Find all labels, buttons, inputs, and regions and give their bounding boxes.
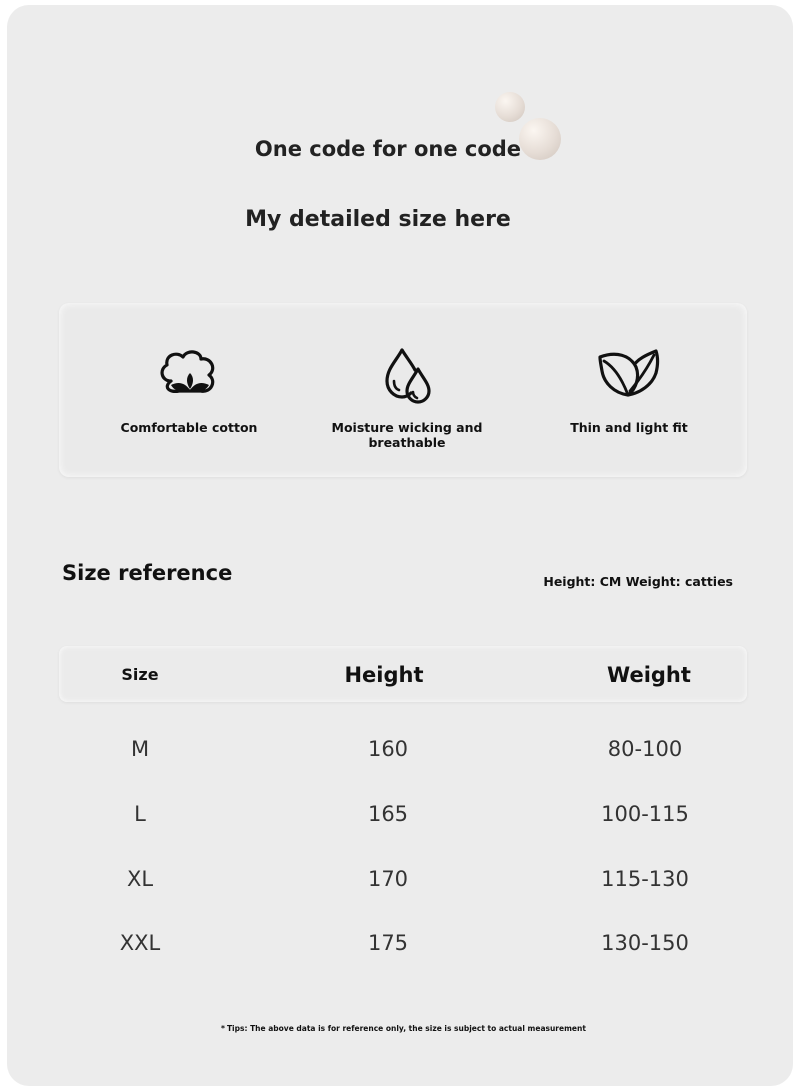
column-header-height: Height bbox=[344, 663, 424, 687]
feature-label: Moisture wicking and breathable bbox=[331, 420, 483, 450]
leaf-icon bbox=[596, 347, 662, 401]
footer-tips bbox=[221, 1024, 586, 1033]
tips-star: * bbox=[221, 1024, 225, 1033]
table-row bbox=[7, 859, 793, 899]
cell-height: 170 bbox=[367, 867, 409, 891]
feature-label: Thin and light fit bbox=[570, 420, 688, 435]
features-panel bbox=[59, 303, 747, 477]
size-reference-title: Size reference bbox=[62, 561, 233, 585]
cell-weight: 115-130 bbox=[601, 867, 689, 891]
column-header-size: Size bbox=[121, 665, 159, 684]
water-drops-icon bbox=[382, 347, 436, 405]
page-title: One code for one code bbox=[254, 137, 522, 161]
tips-text: Tips: The above data is for reference only, the size is subject to actual measurement bbox=[226, 1024, 586, 1033]
cell-weight: 80-100 bbox=[607, 737, 683, 761]
cell-size: XL bbox=[126, 867, 154, 891]
cell-size: L bbox=[134, 802, 146, 826]
cell-weight: 130-150 bbox=[601, 931, 689, 955]
cell-size: XXL bbox=[119, 931, 161, 955]
cotton-flower-icon bbox=[157, 347, 223, 403]
page-card bbox=[7, 5, 793, 1086]
column-header-weight: Weight bbox=[607, 663, 691, 687]
cell-height: 160 bbox=[367, 737, 409, 761]
decorative-bubble-small bbox=[495, 92, 525, 122]
cell-size: M bbox=[130, 737, 150, 761]
table-row bbox=[7, 729, 793, 769]
units-note: Height: CM Weight: catties bbox=[543, 574, 733, 589]
table-row bbox=[7, 794, 793, 834]
cell-height: 165 bbox=[367, 802, 409, 826]
page-subtitle: My detailed size here bbox=[245, 207, 511, 232]
feature-label: Comfortable cotton bbox=[120, 420, 258, 435]
size-table-header bbox=[59, 646, 747, 702]
cell-height: 175 bbox=[367, 931, 409, 955]
cell-weight: 100-115 bbox=[601, 802, 689, 826]
table-row bbox=[7, 923, 793, 963]
